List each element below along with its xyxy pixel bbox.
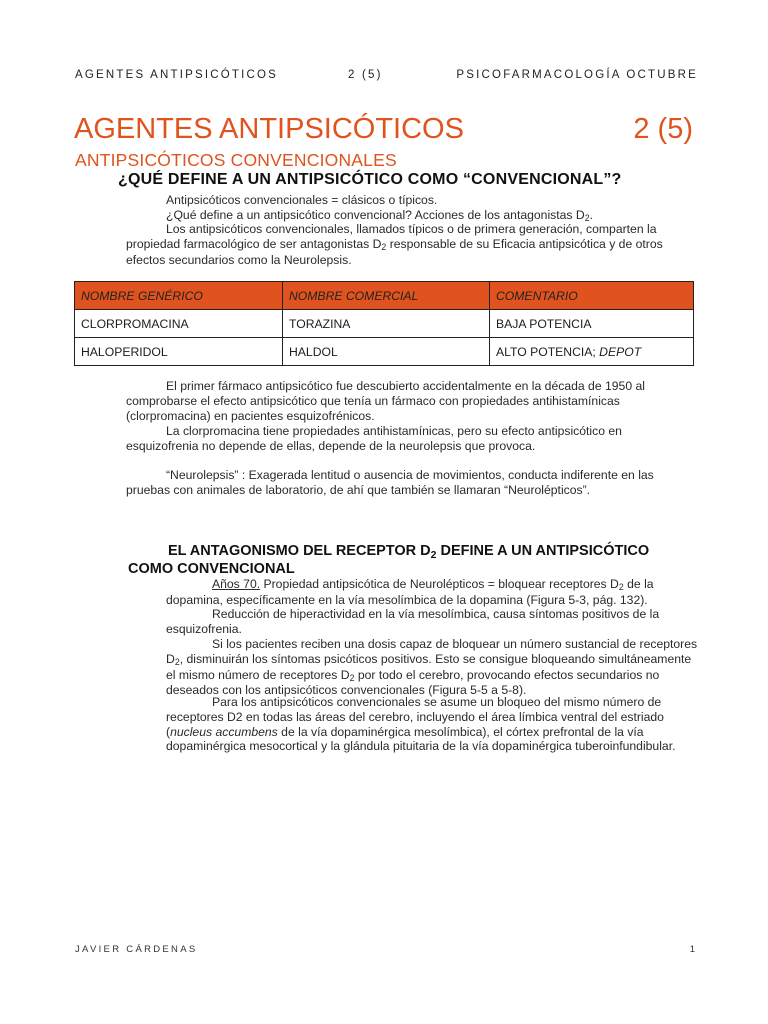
section-2-paragraph-4-italic: nucleus accumbens — [170, 724, 278, 739]
intro-line-2-sub: 2 — [584, 213, 590, 224]
section-2-paragraph-3 — [166, 637, 698, 698]
page-title — [74, 113, 694, 149]
section-2-paragraph-4-text: Para los antipsicóticos convencionales se asume un bloqueo del mismo número de receptores D2 en todas las áreas del cerebro, incluyendo el área límbica ventral del estriado ( — [166, 695, 664, 739]
history-paragraph-2 — [126, 424, 696, 454]
section-2-paragraph-3-sub: 2 — [174, 657, 180, 668]
section-2-paragraph-3-mid: , disminuirán los síntomas psicóticos positivos. Esto se consigue bloqueando simultáneamente el mismo número de receptores D — [166, 651, 692, 682]
section-2-year: Años 70. — [212, 577, 261, 591]
section-subtitle: ANTIPSICÓTICOS CONVENCIONALES — [75, 150, 397, 170]
table-header-generic: NOMBRE GENÉRICO — [75, 282, 283, 310]
section-2-title — [128, 543, 698, 578]
cell-generic: CLORPROMACINA — [75, 310, 283, 338]
cell-comment — [490, 338, 694, 366]
section-2-paragraph-4 — [166, 695, 698, 754]
history-paragraph-2-text: La clorpromacina tiene propiedades antihistamínicas, pero su efecto antipsicótico en esquizofrenia no depende de ellas, depende de la neurolepsis que provoca. — [126, 424, 622, 453]
running-header-right: PSICOFARMACOLOGÍA OCTUBRE — [456, 69, 698, 81]
section-2-paragraph-1-text: Propiedad antipsicótica de Neurolépticos = bloquear receptores D — [260, 577, 619, 591]
section-2-paragraph-2 — [166, 607, 698, 637]
intro-paragraph-text: Los antipsicóticos convencionales, llamados típicos o de primera generación, comparten la propiedad farmacológico de ser antagonistas D — [126, 222, 657, 251]
section-question: ¿QUÉ DEFINE A UN ANTIPSICÓTICO COMO “CONVENCIONAL”? — [118, 171, 622, 188]
cell-brand: TORAZINA — [283, 310, 490, 338]
intro-paragraph-sub: 2 — [381, 242, 387, 253]
footer-page-number: 1 — [689, 944, 695, 955]
section-2-paragraph-1-end: de la dopamina, específicamente en la vía mesolímbica de la dopamina (Figura 5-3, pág. 132). — [166, 577, 654, 607]
cell-comment-text: BAJA POTENCIA — [496, 316, 592, 331]
section-2-paragraph-2-text: Reducción de hiperactividad en la vía mesolímbica, causa síntomas positivos de la esquizofrenia. — [166, 607, 660, 636]
table-row — [75, 338, 694, 366]
section-2-title-text: EL ANTAGONISMO DEL RECEPTOR D — [168, 543, 431, 559]
drug-table — [74, 281, 694, 366]
running-header-page: 2 (5) — [348, 69, 383, 81]
history-paragraph-1 — [126, 379, 696, 423]
intro-line-1: Antipsicóticos convencionales = clásicos o típicos. — [166, 193, 438, 207]
footer-author: JAVIER CÁRDENAS — [75, 944, 198, 955]
running-header-left: AGENTES ANTIPSICÓTICOS — [75, 69, 279, 81]
intro-line-2-text: ¿Qué define a un antipsicótico convencional? Acciones de los antagonistas D — [166, 208, 585, 222]
cell-comment-text: ALTO POTENCIA; — [496, 344, 600, 359]
table-row — [75, 310, 694, 338]
history-paragraph-1-text: El primer fármaco antipsicótico fue descubierto accidentalmente en la década de 1950 al comprobarse el efecto antipsicótico que tenía un fármaco con propiedades antihistamínicas (clorpromacina) en pacientes esquizofrénicos. — [126, 379, 645, 423]
history-paragraph-3 — [126, 468, 696, 498]
cell-generic: HALOPERIDOL — [75, 338, 283, 366]
section-2-paragraph-1 — [166, 577, 698, 608]
title-main: AGENTES ANTIPSICÓTICOS — [74, 113, 464, 145]
history-paragraph-3-text: “Neurolepsis” : Exagerada lentitud o ausencia de movimientos, conducta indiferente en las pruebas con animales de laboratorio, de ahí que también se llamaran “Neurolépticos”. — [126, 468, 654, 497]
section-2-title-sub: 2 — [430, 549, 437, 561]
cell-brand: HALDOL — [283, 338, 490, 366]
section-2-paragraph-4-end: de la vía dopaminérgica mesolímbica), el córtex prefrontal de la vía dopaminérgica mesocortical y la glándula pituitaria de la vía dopaminérgica tuberoinfundibular. — [166, 724, 676, 754]
title-number: 2 (5) — [633, 113, 693, 145]
section-2-paragraph-1-sub: 2 — [618, 582, 624, 593]
section-2-paragraph-3-text: Si los pacientes reciben una dosis capaz de bloquear un número sustancial de receptores D — [166, 637, 698, 666]
cell-comment — [490, 310, 694, 338]
section-2-title-line-2: COMO CONVENCIONAL — [128, 561, 295, 577]
intro-paragraph — [126, 222, 696, 267]
table-header-row — [75, 282, 694, 310]
section-2-paragraph-3-end: por todo el cerebro, provocando efectos secundarios no deseados con los antipsicóticos convencionales (Figura 5-5 a 5-8). — [166, 667, 660, 698]
intro-paragraph-end: responsable de su Eficacia antipsicótica y de otros efectos secundarios como la Neurolepsis. — [126, 236, 663, 267]
table-header-brand: NOMBRE COMERCIAL — [283, 282, 490, 310]
intro-line-2-end: . — [589, 208, 593, 222]
table-header-comment: COMENTARIO — [490, 282, 694, 310]
section-2-title-end: DEFINE A UN ANTIPSICÓTICO — [436, 543, 650, 559]
section-2-paragraph-3-sub: 2 — [349, 673, 355, 684]
cell-comment-italic: DEPOT — [599, 344, 642, 359]
